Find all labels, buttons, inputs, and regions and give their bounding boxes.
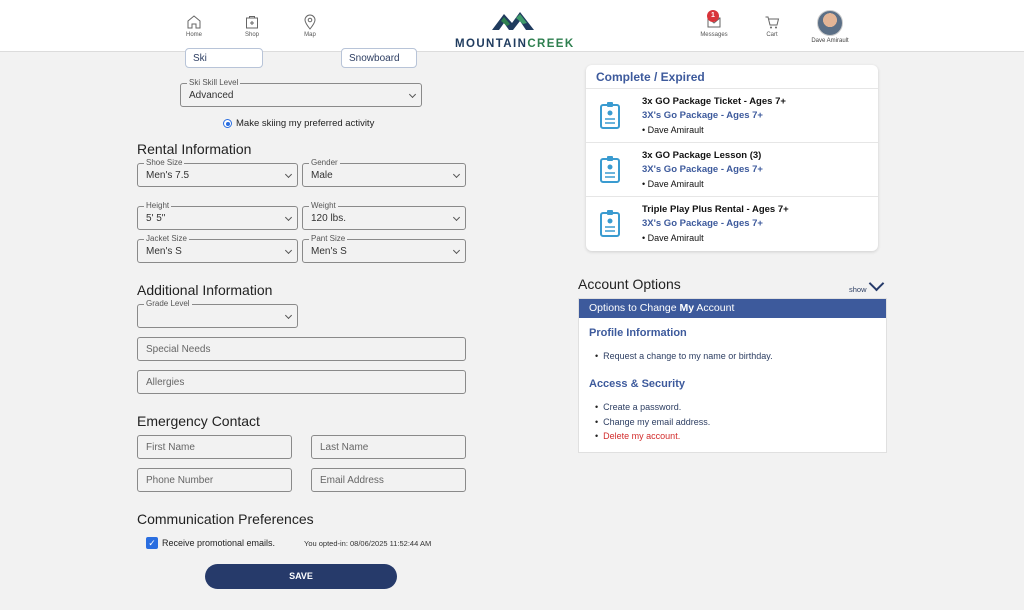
pant-size-label: Pant Size: [311, 234, 346, 243]
nav-home[interactable]: [169, 14, 219, 38]
weight-select[interactable]: [302, 201, 466, 230]
special-needs-input[interactable]: Special Needs: [137, 337, 466, 361]
show-toggle-link[interactable]: show: [849, 285, 867, 294]
chevron-down-icon: [453, 171, 460, 178]
id-badge-icon: [600, 209, 620, 237]
user-name[interactable]: Dave Amirault: [811, 38, 849, 44]
preferred-activity-label: Make skiing my preferred activity: [236, 118, 375, 129]
height-select[interactable]: [137, 201, 298, 230]
id-badge-icon: [600, 101, 620, 129]
account-options-title: Account Options: [578, 276, 681, 292]
user-avatar[interactable]: [817, 10, 843, 36]
pant-size-select[interactable]: [302, 234, 466, 263]
ski-skill-level-select[interactable]: [180, 78, 422, 107]
chevron-down-icon[interactable]: [869, 276, 885, 292]
nav-shop-label: Shop: [244, 32, 259, 38]
shoe-size-label: Shoe Size: [146, 158, 183, 167]
chevron-down-icon: [453, 247, 460, 254]
nav-shop[interactable]: [227, 14, 277, 38]
promotional-emails-checkbox[interactable]: ✓: [146, 537, 158, 549]
purchase-title: 3x GO Package Lesson (3): [642, 150, 762, 161]
purchase-package[interactable]: 3X's Go Package - Ages 7+: [642, 218, 763, 229]
jacket-size-label: Jacket Size: [146, 234, 187, 243]
snowboard-option-button[interactable]: Snowboard: [341, 48, 417, 68]
height-value: 5' 5": [146, 213, 166, 224]
weight-value: 120 lbs.: [311, 213, 347, 224]
mountain-creek-logo[interactable]: [455, 8, 575, 50]
map-pin-icon: [302, 14, 318, 30]
purchase-owner: • Dave Amirault: [642, 179, 704, 189]
height-label: Height: [146, 201, 170, 210]
opted-in-timestamp: You opted-in: 08/06/2025 11:52:44 AM: [304, 539, 432, 548]
nav-cart[interactable]: [747, 14, 797, 38]
purchase-title: 3x GO Package Ticket - Ages 7+: [642, 96, 786, 107]
gender-label: Gender: [311, 158, 338, 167]
account-options-header: [579, 299, 886, 318]
weight-label: Weight: [311, 201, 336, 210]
first-name-input[interactable]: First Name: [137, 435, 292, 459]
rental-information-title: Rental Information: [137, 141, 252, 157]
communication-preferences-title: Communication Preferences: [137, 511, 314, 527]
chevron-down-icon: [453, 214, 460, 221]
nav-map[interactable]: [285, 14, 335, 38]
account-options-panel: [578, 298, 887, 453]
jacket-size-select[interactable]: [137, 234, 298, 263]
shoe-size-value: Men's 7.5: [146, 170, 190, 181]
phone-number-input[interactable]: Phone Number: [137, 468, 292, 492]
gender-select[interactable]: [302, 158, 466, 187]
purchase-item[interactable]: [586, 89, 878, 143]
chevron-down-icon: [285, 312, 292, 319]
logo-text-creek: CREEK: [527, 38, 575, 50]
chevron-down-icon: [285, 214, 292, 221]
nav-home-label: Home: [185, 32, 202, 38]
emergency-contact-title: Emergency Contact: [137, 413, 260, 429]
gender-value: Male: [311, 170, 333, 181]
grade-level-label: Grade Level: [146, 299, 190, 308]
mountain-logo-icon: [490, 8, 536, 32]
top-navigation-bar: [0, 0, 1024, 52]
chevron-down-icon: [285, 171, 292, 178]
pant-size-value: Men's S: [311, 246, 347, 257]
messages-count-badge: 1: [707, 10, 719, 22]
purchase-item[interactable]: [586, 143, 878, 197]
options-head-text: Options to Change: [589, 302, 680, 314]
request-name-change-link[interactable]: • Request a change to my name or birthday.: [595, 351, 773, 361]
radio-selected-icon[interactable]: [223, 119, 232, 128]
shoe-size-select[interactable]: [137, 158, 298, 187]
additional-information-title: Additional Information: [137, 282, 273, 298]
purchase-title: Triple Play Plus Rental - Ages 7+: [642, 204, 789, 215]
nav-messages[interactable]: [689, 14, 739, 38]
options-head-text-end: Account: [694, 302, 735, 314]
nav-map-label: Map: [304, 32, 316, 38]
complete-expired-title: Complete / Expired: [586, 65, 878, 89]
ski-option-button[interactable]: Ski: [185, 48, 263, 68]
purchase-package[interactable]: 3X's Go Package - Ages 7+: [642, 110, 763, 121]
grade-level-select[interactable]: [137, 299, 298, 328]
last-name-input[interactable]: Last Name: [311, 435, 466, 459]
purchase-item[interactable]: [586, 197, 878, 251]
complete-expired-card: [586, 65, 878, 251]
access-security-title: Access & Security: [589, 378, 685, 390]
allergies-input[interactable]: Allergies: [137, 370, 466, 394]
home-icon: [186, 14, 202, 30]
change-email-link[interactable]: • Change my email address.: [595, 417, 710, 427]
save-button[interactable]: SAVE: [205, 564, 397, 589]
nav-cart-label: Cart: [766, 32, 778, 38]
delete-account-link[interactable]: • Delete my account.: [595, 431, 680, 441]
email-address-input[interactable]: Email Address: [311, 468, 466, 492]
ski-skill-level-label: Ski Skill Level: [189, 78, 239, 87]
purchase-package[interactable]: 3X's Go Package - Ages 7+: [642, 164, 763, 175]
jacket-size-value: Men's S: [146, 246, 182, 257]
purchase-owner: • Dave Amirault: [642, 125, 704, 135]
purchase-owner: • Dave Amirault: [642, 233, 704, 243]
logo-text-mountain: MOUNTAIN: [455, 38, 528, 50]
chevron-down-icon: [285, 247, 292, 254]
promotional-emails-label: Receive promotional emails.: [162, 538, 276, 548]
shop-icon: [244, 14, 260, 30]
profile-information-title: Profile Information: [589, 327, 687, 339]
nav-messages-label: Messages: [700, 32, 728, 38]
ski-skill-level-value: Advanced: [189, 90, 234, 101]
id-badge-icon: [600, 155, 620, 183]
preferred-activity-radio[interactable]: [223, 118, 374, 129]
options-head-bold: My: [679, 302, 695, 314]
cart-icon: [764, 14, 780, 30]
create-password-link[interactable]: • Create a password.: [595, 402, 681, 412]
chevron-down-icon: [409, 91, 416, 98]
